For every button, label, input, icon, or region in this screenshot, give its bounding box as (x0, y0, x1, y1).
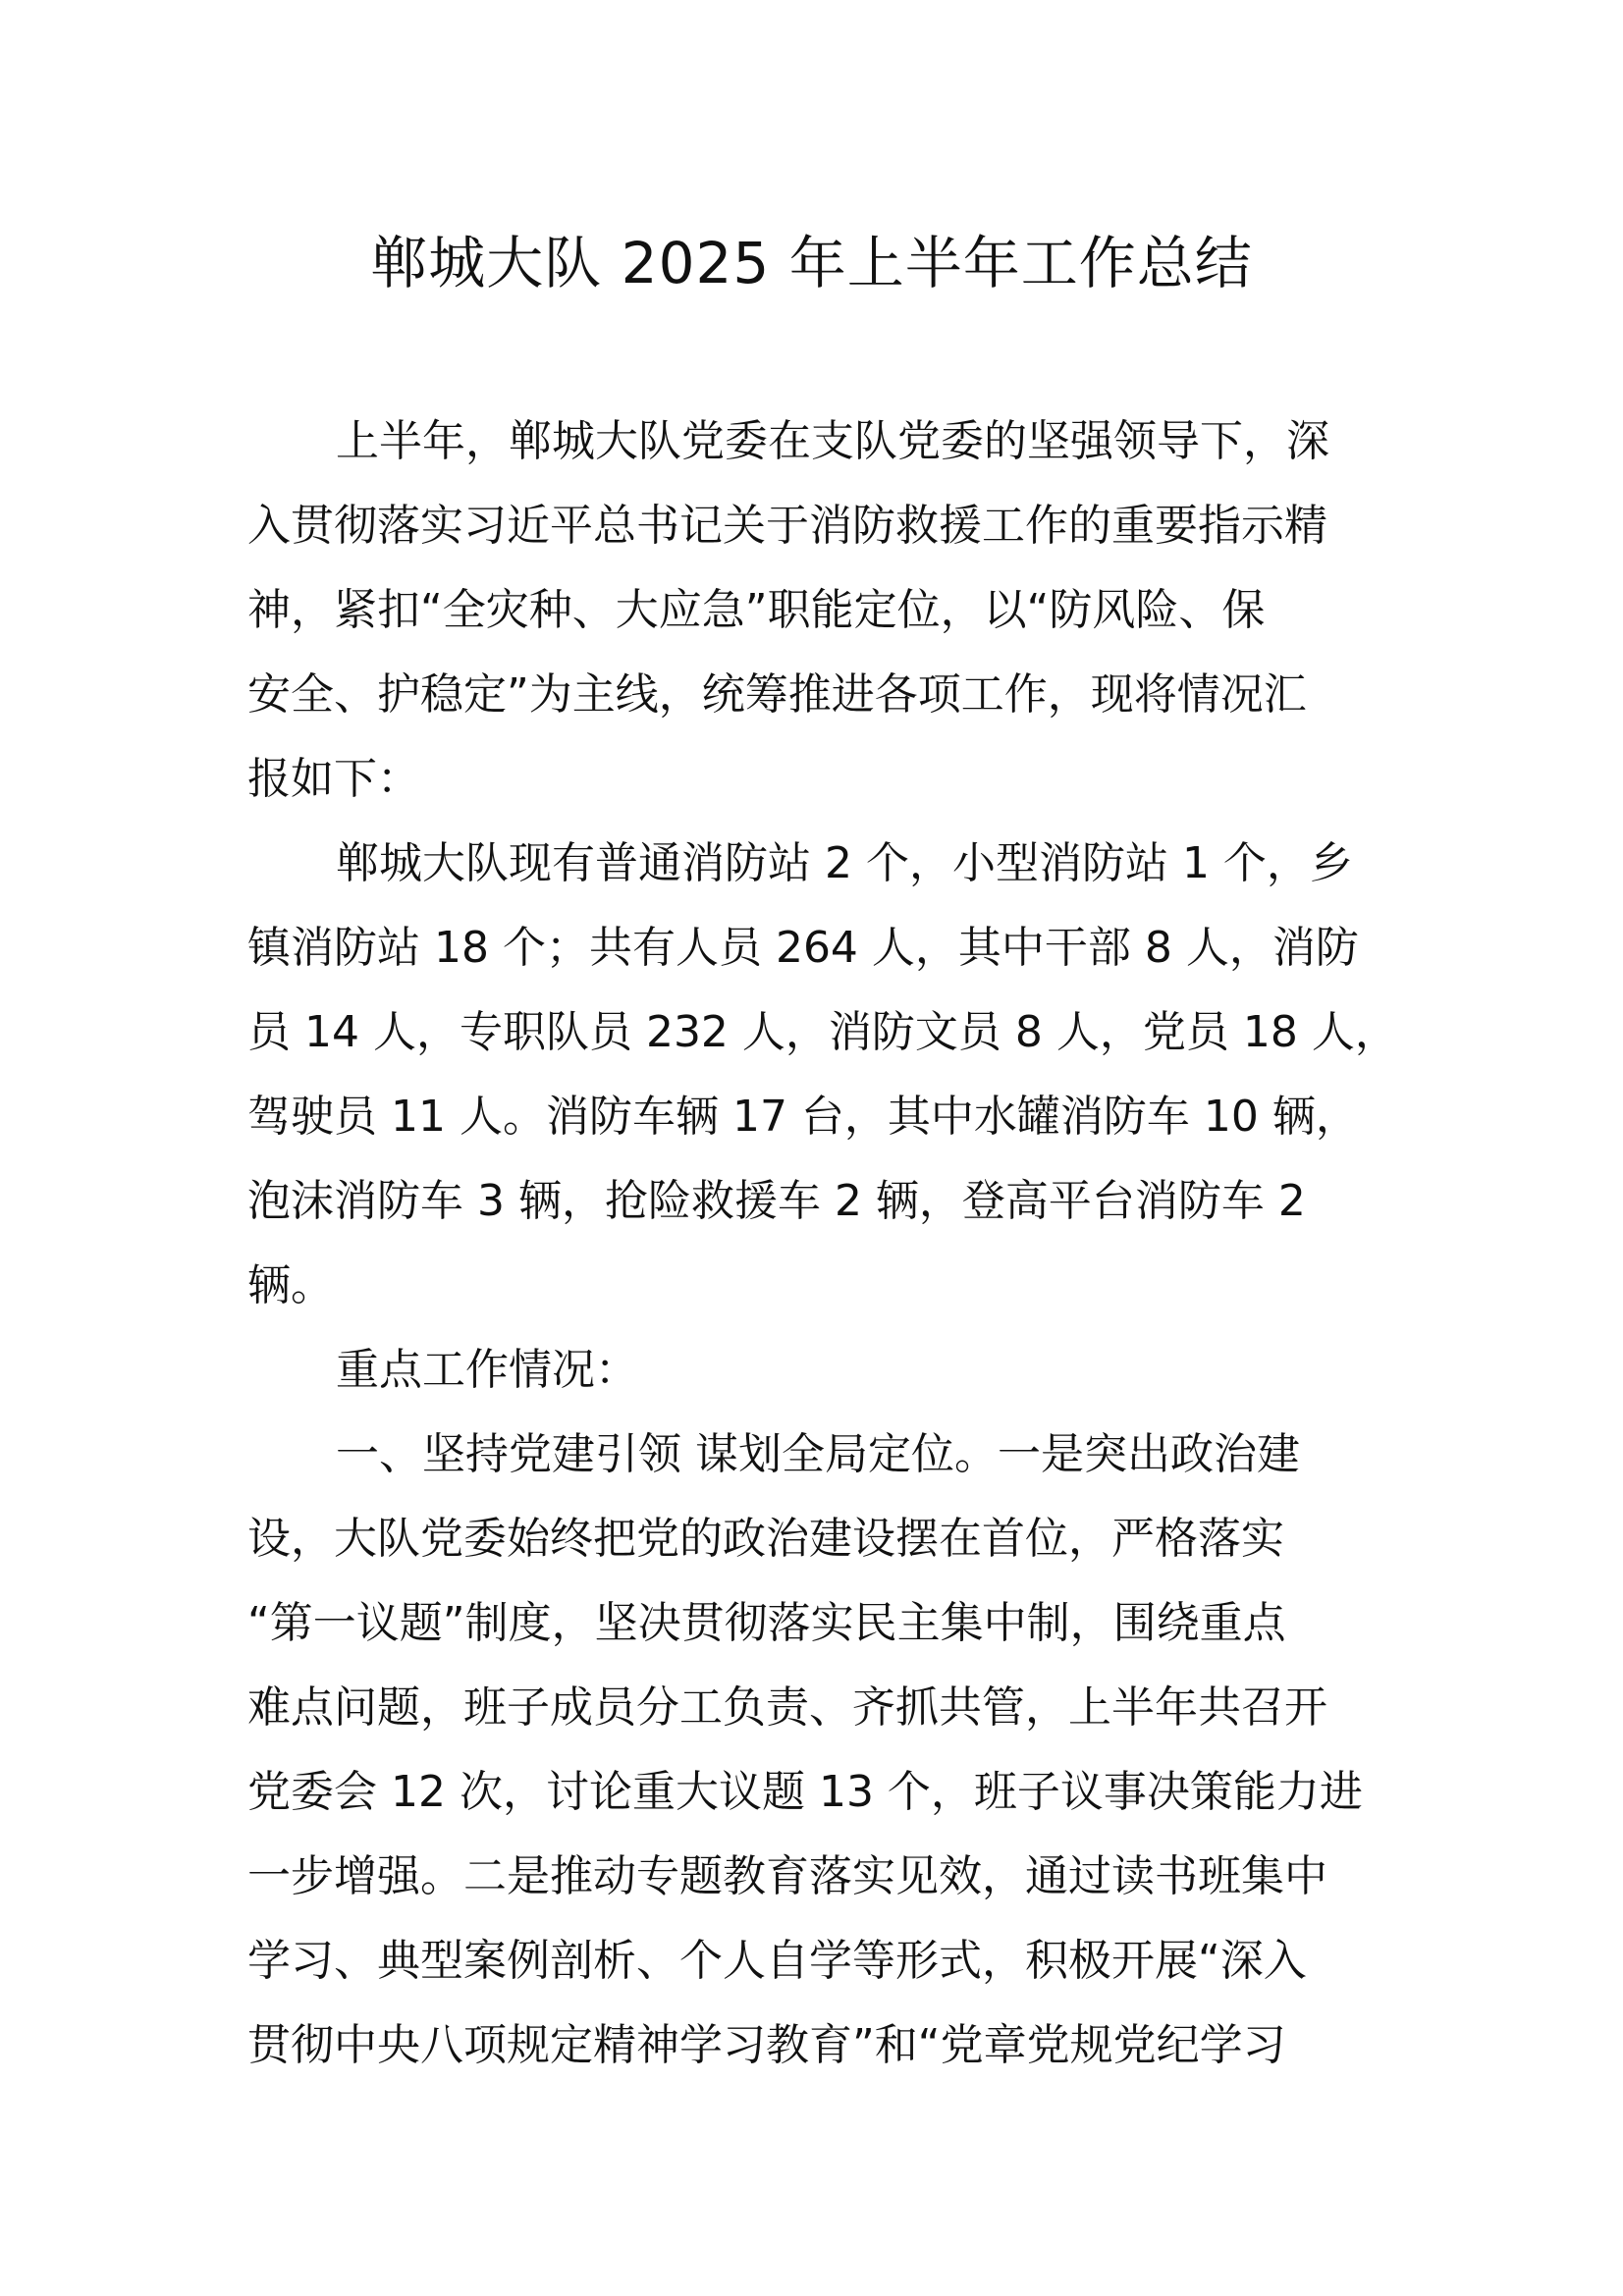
paragraph-line: 神，紧扣“全灾种、大应急”职能定位，以“防风险、保 (247, 585, 1266, 635)
paragraph-line: 员 14 人，专职队员 232 人，消防文员 8 人，党员 18 人， (247, 1007, 1398, 1057)
paragraph-line: “第一议题”制度，坚决贯彻落实民主集中制，围绕重点 (247, 1598, 1286, 1648)
paragraph-line: 一、坚持党建引领 谋划全局定位。一是突出政治建 (336, 1429, 1300, 1479)
paragraph-party-building (247, 1413, 1367, 2088)
paragraph-line: 设，大队党委始终把党的政治建设摆在首位，严格落实 (247, 1514, 1284, 1564)
paragraph-line: 党委会 12 次，讨论重大议题 13 个，班子议事决策能力进 (247, 1767, 1363, 1817)
paragraph-line: 难点问题，班子成员分工负责、齐抓共管，上半年共召开 (247, 1682, 1327, 1733)
paragraph-line: 驾驶员 11 人。消防车辆 17 台，其中水罐消防车 10 辆， (247, 1092, 1359, 1142)
paragraph-line: 贯彻中央八项规定精神学习教育”和“党章党规党纪学习 (247, 2020, 1286, 2070)
paragraph-line: 报如下： (247, 754, 420, 804)
paragraph-line: 上半年，郸城大队党委在支队党委的坚强领导下，深 (336, 416, 1329, 466)
document-body (247, 400, 1398, 2088)
paragraph-line: 一步增强。二是推动专题教育落实见效，通过读书班集中 (247, 1851, 1327, 1901)
section-heading: 重点工作情况： (336, 1345, 638, 1395)
paragraph-line: 镇消防站 18 个；共有人员 264 人，其中干部 8 人，消防 (247, 923, 1359, 973)
paragraph-line: 泡沫消防车 3 辆，抢险救援车 2 辆，登高平台消防车 2 (247, 1176, 1306, 1226)
document-title: 郸城大队 2025 年上半年工作总结 (370, 230, 1253, 296)
paragraph-overview (247, 822, 1398, 1328)
paragraph-line: 郸城大队现有普通消防站 2 个，小型消防站 1 个，乡 (336, 838, 1353, 888)
paragraph-key-work-heading (247, 1328, 1367, 1413)
paragraph-intro (247, 400, 1367, 822)
paragraph-line: 辆。 (247, 1260, 334, 1310)
paragraph-line: 学习、典型案例剖析、个人自学等形式，积极开展“深入 (247, 1936, 1307, 1986)
paragraph-line: 安全、护稳定”为主线，统筹推进各项工作，现将情况汇 (247, 669, 1307, 720)
paragraph-line: 入贯彻落实习近平总书记关于消防救援工作的重要指示精 (247, 501, 1327, 551)
